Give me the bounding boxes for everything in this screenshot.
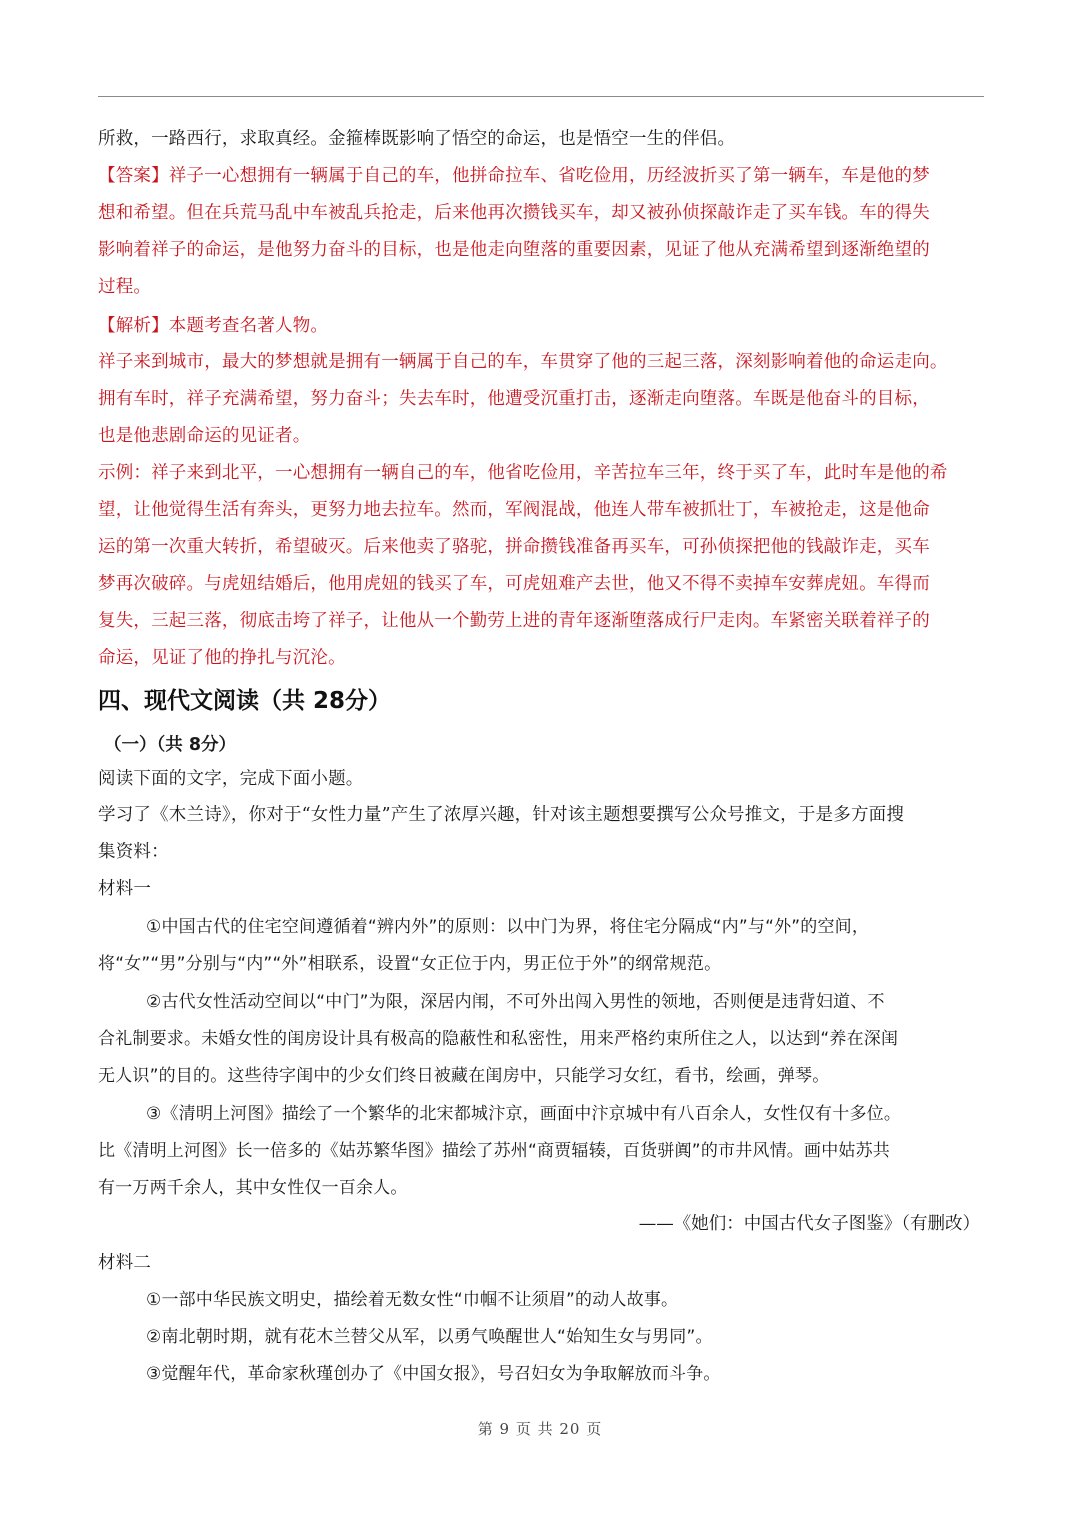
answer-line: 过程。: [98, 277, 152, 297]
analysis-line: 【解析】本题考查名著人物。: [98, 316, 329, 336]
analysis-line: 复失，三起三落，彻底击垮了祥子，让他从一个勤劳上进的青年逐渐堕落成行尸走肉。车紧密关联着祥子的: [98, 611, 930, 631]
material-one-line: ③《清明上河图》描绘了一个繁华的北宋都城汴京，画面中汴京城中有八百余人，女性仅有十多位。: [146, 1104, 902, 1124]
material-two-label: 材料二: [98, 1253, 152, 1273]
answer-line: 【答案】祥子一心想拥有一辆属于自己的车，他拼命拉车、省吃俭用，历经波折买了第一辆车，车是他的梦: [98, 166, 930, 186]
material-one-line: 无人识”的目的。这些待字闺中的少女们终日被藏在闺房中，只能学习女红，看书，绘画，弹琴。: [98, 1066, 830, 1086]
header-rule: [98, 96, 984, 97]
material-one-line: 有一万两千余人，其中女性仅一百余人。: [98, 1178, 408, 1198]
material-one-line: 比《清明上河图》长一倍多的《姑苏繁华图》描绘了苏州“商贾辐辏，百货骈阗”的市井风情。画中姑苏共: [98, 1141, 891, 1161]
continuation-text: 所救，一路西行，求取真经。金箍棒既影响了悟空的命运，也是悟空一生的伴侣。: [98, 129, 736, 149]
instruction-text: 阅读下面的文字，完成下面小题。: [98, 769, 364, 789]
answer-line: 影响着祥子的命运，是他努力奋斗的目标，也是他走向堕落的重要因素，见证了他从充满希望到逐渐绝望的: [98, 240, 930, 260]
material-one-label: 材料一: [98, 879, 152, 899]
intro-line: 集资料：: [98, 842, 169, 862]
material-one-line: 将“女”“男”分别与“内”“外”相联系，设置“女正位于内，男正位于外”的纲常规范。: [98, 954, 722, 974]
analysis-line: 望，让他觉得生活有奔头，更努力地去拉车。然而，军阀混战，他连人带车被抓壮丁，车被抢走，这是他命: [98, 500, 930, 520]
material-two-line: ①一部中华民族文明史，描绘着无数女性“巾帼不让须眉”的动人故事。: [146, 1290, 679, 1310]
part-heading: （一）（共 8分）: [104, 735, 237, 755]
analysis-line: 梦再次破碎。与虎妞结婚后，他用虎妞的钱买了车，可虎妞难产去世，他又不得不卖掉车安葬虎妞。车得而: [98, 574, 930, 594]
intro-line: 学习了《木兰诗》，你对于“女性力量”产生了浓厚兴趣，针对该主题想要撰写公众号推文，于是多方面搜: [98, 805, 905, 825]
material-two-line: ③觉醒年代，革命家秋瑾创办了《中国女报》，号召妇女为争取解放而斗争。: [146, 1364, 721, 1384]
section-heading: 四、现代文阅读（共 28分）: [98, 688, 392, 714]
analysis-line: 命运，见证了他的挣扎与沉沦。: [98, 648, 346, 668]
material-one-line: 合礼制要求。未婚女性的闺房设计具有极高的隐蔽性和私密性，用来严格约束所住之人，以达到“养在深闺: [98, 1029, 899, 1049]
analysis-line: 祥子来到城市，最大的梦想就是拥有一辆属于自己的车，车贯穿了他的三起三落，深刻影响着他的命运走向。: [98, 352, 948, 372]
material-one-line: ②古代女性活动空间以“中门”为限，深居内闱，不可外出闯入男性的领地，否则便是违背妇道、不: [146, 992, 885, 1012]
analysis-line: 示例：祥子来到北平，一心想拥有一辆自己的车，他省吃俭用，辛苦拉车三年，终于买了车，此时车是他的希: [98, 463, 948, 483]
analysis-line: 运的第一次重大转折，希望破灭。后来他卖了骆驼，拼命攒钱准备再买车，可孙侦探把他的钱敲诈走，买车: [98, 537, 930, 557]
material-one-source: ——《她们：中国古代女子图鉴》（有删改）: [638, 1214, 980, 1234]
material-one-line: ①中国古代的住宅空间遵循着“辨内外”的原则：以中门为界，将住宅分隔成“内”与“外”的空间，: [146, 917, 870, 937]
material-two-line: ②南北朝时期，就有花木兰替父从军，以勇气唤醒世人“始知生女与男同”。: [146, 1327, 713, 1347]
analysis-line: 也是他悲剧命运的见证者。: [98, 426, 311, 446]
answer-line: 想和希望。但在兵荒马乱中车被乱兵抢走，后来他再次攒钱买车，却又被孙侦探敲诈走了买车钱。车的得失: [98, 203, 930, 223]
analysis-line: 拥有车时，祥子充满希望，努力奋斗；失去车时，他遭受沉重打击，逐渐走向堕落。车既是他奋斗的目标，: [98, 389, 930, 409]
page-number: 第 9 页 共 20 页: [477, 1420, 603, 1438]
